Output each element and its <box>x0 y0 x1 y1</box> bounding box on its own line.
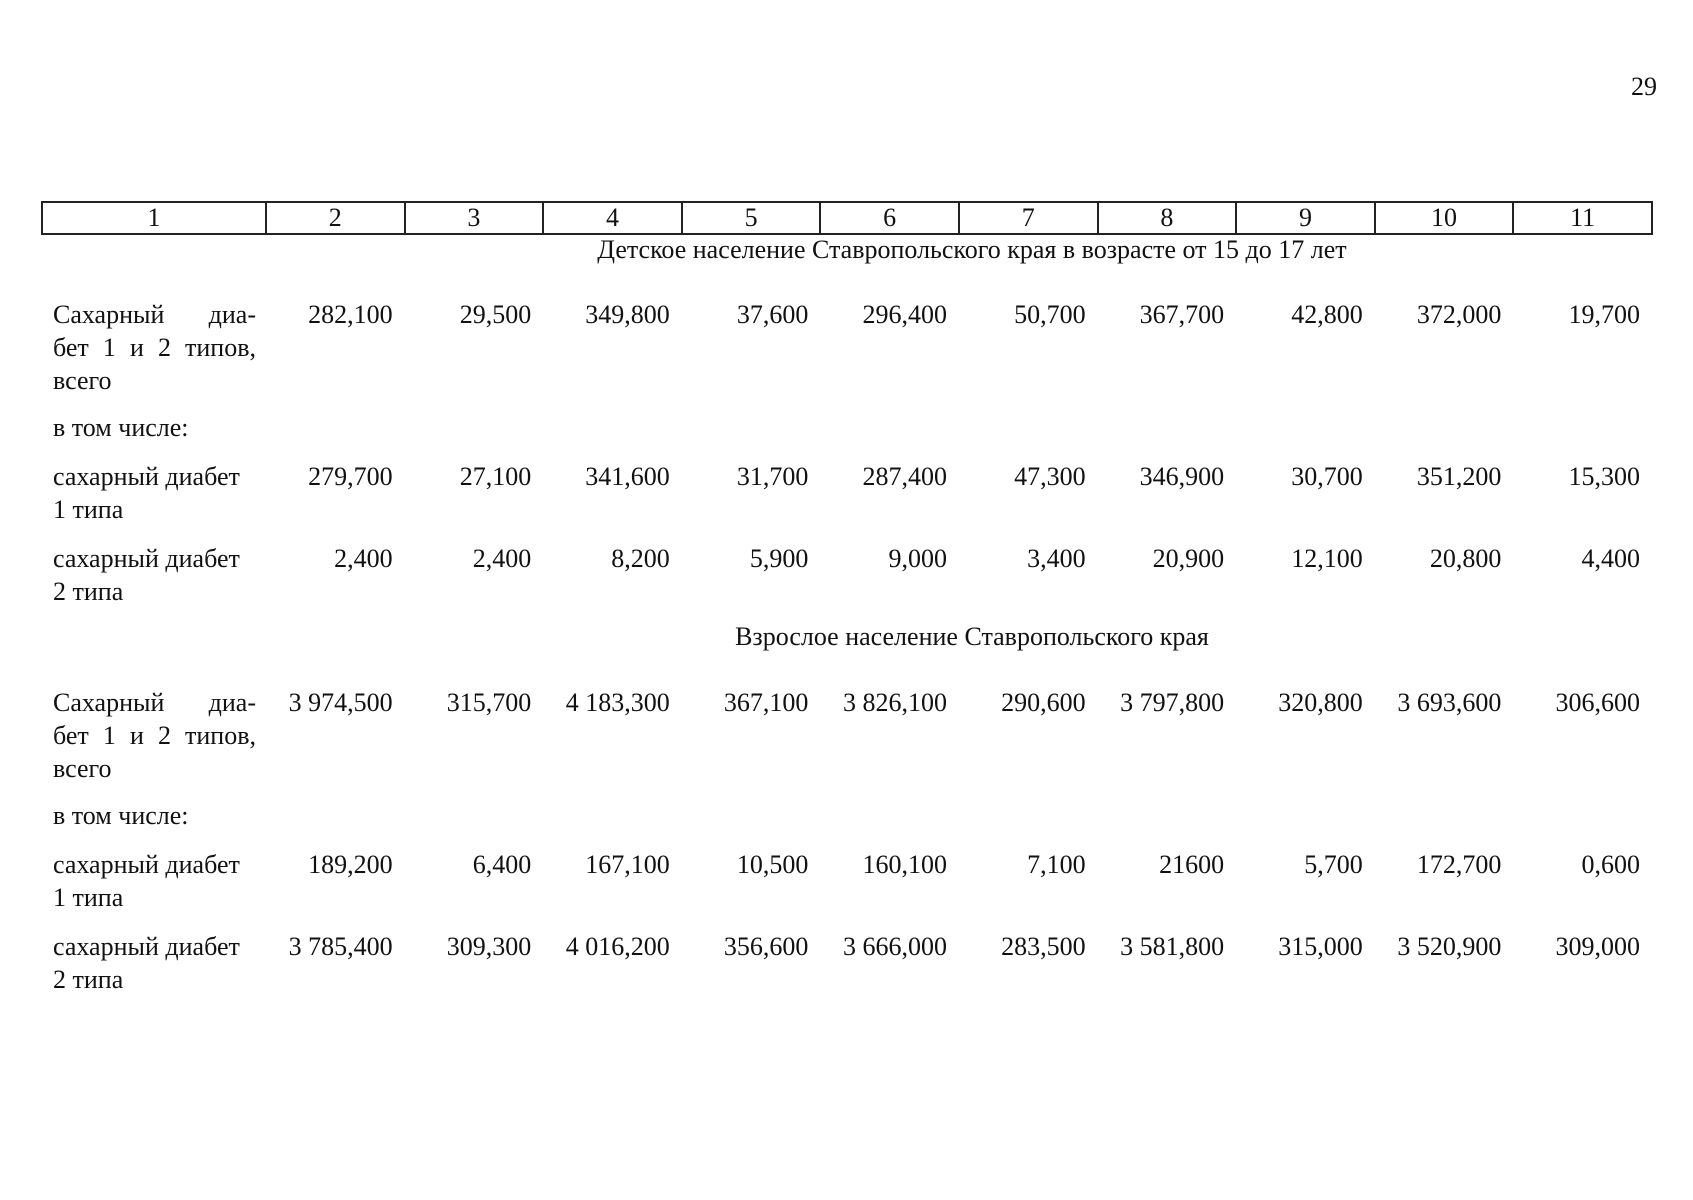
table-cell: 5,900 <box>749 544 809 573</box>
table-cell: 4 183,300 <box>565 688 670 717</box>
table-cell: 167,100 <box>585 850 670 879</box>
row-label-line: 1 типа <box>53 883 124 912</box>
table-cell: 3 666,000 <box>842 932 947 961</box>
table-cell: 309,000 <box>1555 932 1640 961</box>
table-cell: 5,700 <box>1304 850 1363 879</box>
column-header: 6 <box>820 202 959 234</box>
row-label <box>42 542 266 608</box>
column-number-header <box>42 202 1652 234</box>
column-header: 1 <box>42 202 266 234</box>
table-cell: 9,000 <box>888 544 947 573</box>
column-header: 11 <box>1513 202 1652 234</box>
table-cell: 351,200 <box>1416 462 1502 491</box>
row-label-line: Сахарный диа- <box>53 688 256 717</box>
row-label <box>42 298 266 397</box>
table-cell: 20,800 <box>1429 544 1502 573</box>
statistics-table <box>41 201 1653 996</box>
subheading-label: в том числе: <box>53 413 189 442</box>
table-row <box>42 930 1652 996</box>
table-cell: 8,200 <box>611 544 670 573</box>
subheading-row <box>42 411 1652 444</box>
table-cell: 15,300 <box>1568 462 1640 491</box>
table-cell: 3 974,500 <box>288 688 393 717</box>
table-cell: 172,700 <box>1416 850 1502 879</box>
table-cell: 3 581,800 <box>1120 932 1225 961</box>
table-cell: 320,800 <box>1278 688 1363 717</box>
table-cell: 3,400 <box>1027 544 1086 573</box>
table-cell: 315,000 <box>1278 932 1363 961</box>
table-cell: 283,500 <box>1001 932 1086 961</box>
table-cell: 306,600 <box>1555 688 1640 717</box>
table-row <box>42 460 1652 526</box>
table-cell: 20,900 <box>1152 544 1225 573</box>
section-title: Детское население Ставропольского края в возрасте от 15 до 17 лет <box>597 235 1347 264</box>
table-cell: 42,800 <box>1291 300 1363 329</box>
row-label-line: Сахарный диа- <box>53 300 256 329</box>
table-cell: 2,400 <box>472 544 532 573</box>
table-cell: 367,100 <box>723 688 809 717</box>
table-row <box>42 848 1652 914</box>
table-cell: 37,600 <box>736 300 809 329</box>
table-cell: 21600 <box>1159 850 1225 879</box>
table-cell: 296,400 <box>862 300 947 329</box>
table-cell: 0,600 <box>1581 850 1640 879</box>
table-cell: 3 785,400 <box>288 932 393 961</box>
table-cell: 309,300 <box>446 932 532 961</box>
table-cell: 349,800 <box>585 300 670 329</box>
table-cell: 315,700 <box>446 688 532 717</box>
row-label-line: 1 типа <box>53 495 124 524</box>
section-title: Взрослое население Ставропольского края <box>735 622 1209 651</box>
section-heading-row <box>42 622 1652 660</box>
table-cell: 31,700 <box>736 462 809 491</box>
table-cell: 3 797,800 <box>1120 688 1225 717</box>
table-cell: 160,100 <box>862 850 947 879</box>
table-cell: 367,700 <box>1139 300 1225 329</box>
table-cell: 50,700 <box>1014 300 1086 329</box>
table-cell: 7,100 <box>1027 850 1086 879</box>
row-label-line: 2 типа <box>53 577 124 606</box>
table-cell: 27,100 <box>459 462 532 491</box>
section-heading-row <box>42 234 1652 272</box>
row-label-line: всего <box>53 754 112 783</box>
row-label-line: бет 1 и 2 типов, <box>53 721 256 750</box>
table-cell: 3 693,600 <box>1397 688 1502 717</box>
table-cell: 279,700 <box>308 462 393 491</box>
table-cell: 189,200 <box>308 850 393 879</box>
row-label <box>42 686 266 785</box>
row-label-line: 2 типа <box>53 965 124 994</box>
subheading-label: в том числе: <box>53 801 189 830</box>
table-cell: 30,700 <box>1291 462 1363 491</box>
table-row <box>42 686 1652 785</box>
table-row <box>42 542 1652 608</box>
row-label-line: сахарный диабет <box>53 462 240 491</box>
row-label-line: всего <box>53 366 112 395</box>
table-cell: 341,600 <box>585 462 670 491</box>
table-cell: 3 520,900 <box>1397 932 1502 961</box>
column-header: 4 <box>543 202 682 234</box>
column-header: 7 <box>959 202 1098 234</box>
table-row <box>42 298 1652 397</box>
row-label <box>42 460 266 526</box>
row-label <box>42 848 266 914</box>
table-cell: 372,000 <box>1416 300 1502 329</box>
table-cell: 12,100 <box>1291 544 1363 573</box>
table-cell: 4,400 <box>1581 544 1640 573</box>
row-label <box>42 930 266 996</box>
column-header: 2 <box>266 202 405 234</box>
table-cell: 4 016,200 <box>565 932 670 961</box>
row-label-line: бет 1 и 2 типов, <box>53 333 256 362</box>
table-cell: 356,600 <box>723 932 809 961</box>
column-header: 3 <box>405 202 544 234</box>
column-header: 5 <box>682 202 821 234</box>
table-cell: 346,900 <box>1139 462 1225 491</box>
row-label-line: сахарный диабет <box>53 850 240 879</box>
subheading-row <box>42 799 1652 832</box>
table-cell: 290,600 <box>1001 688 1086 717</box>
column-header: 8 <box>1098 202 1237 234</box>
table-cell: 29,500 <box>459 300 532 329</box>
row-label-line: сахарный диабет <box>53 932 240 961</box>
table-cell: 287,400 <box>862 462 947 491</box>
table-cell: 282,100 <box>308 300 393 329</box>
table-cell: 6,400 <box>472 850 532 879</box>
column-header: 9 <box>1236 202 1375 234</box>
table-cell: 10,500 <box>736 850 809 879</box>
table-cell: 3 826,100 <box>842 688 947 717</box>
table-cell: 19,700 <box>1568 300 1640 329</box>
table-cell: 2,400 <box>334 544 393 573</box>
table-cell: 47,300 <box>1014 462 1086 491</box>
row-label-line: сахарный диабет <box>53 544 240 573</box>
column-header: 10 <box>1375 202 1514 234</box>
page-number: 29 <box>1631 72 1657 101</box>
